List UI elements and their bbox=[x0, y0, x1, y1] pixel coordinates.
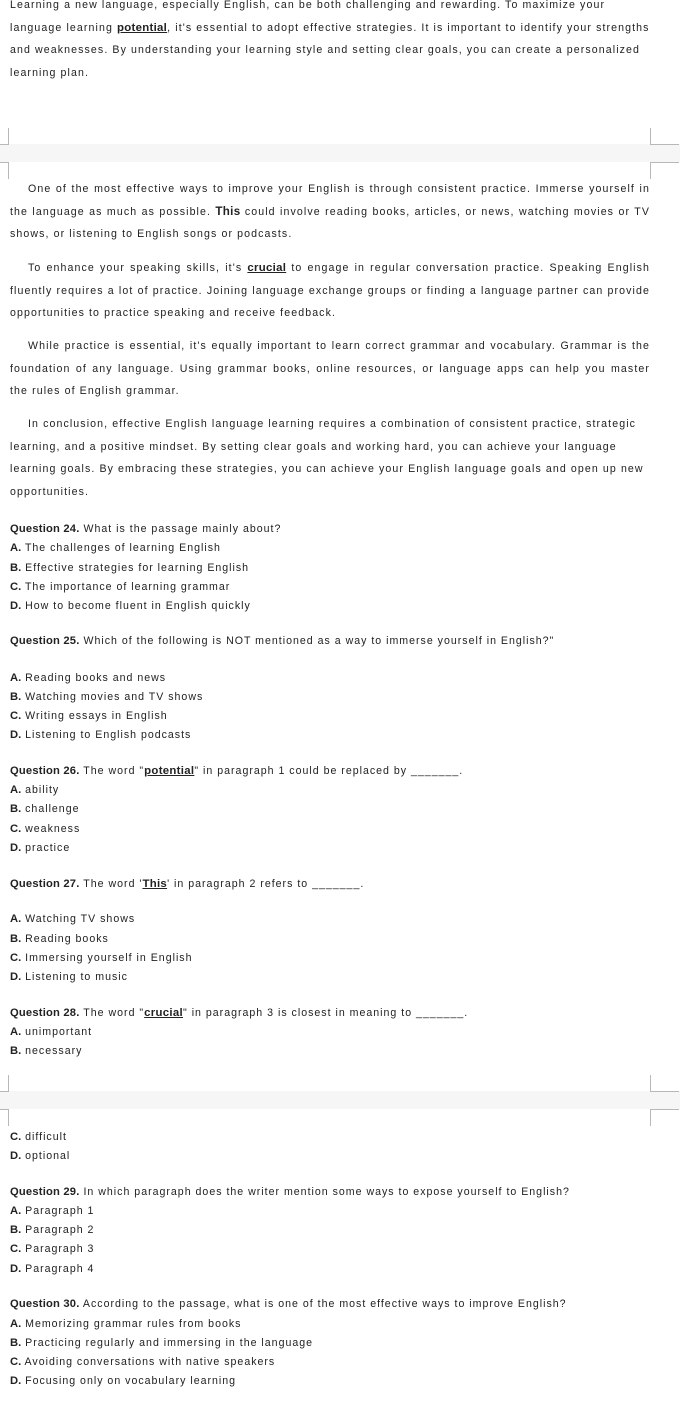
page-corner-mark bbox=[0, 1109, 9, 1126]
option-26b[interactable]: B. challenge bbox=[10, 803, 80, 815]
question-30: Question 30. According to the passage, what is one of the most effective ways to improve English? bbox=[10, 1298, 567, 1310]
keyword-potential: potential bbox=[144, 765, 195, 777]
question-29: Question 29. In which paragraph does the writer mention some ways to expose yourself to English? bbox=[10, 1186, 570, 1198]
page-corner-mark bbox=[650, 1075, 679, 1092]
page-corner-mark bbox=[650, 162, 679, 179]
paragraph-5: In conclusion, effective English language learning requires a combination of consistent practice, strategic learning, and a positive mindset. By setting clear goals and working hard, you can achieve your language learning goals. By embracing these strategies, you can achieve your English language goals and open up new opportunities. bbox=[10, 418, 644, 499]
option-24d[interactable]: D. How to become fluent in English quickly bbox=[10, 600, 251, 612]
page-corner-mark bbox=[0, 128, 9, 145]
keyword-this: This bbox=[142, 878, 168, 890]
option-24c[interactable]: C. The importance of learning grammar bbox=[10, 581, 231, 593]
option-28a[interactable]: A. unimportant bbox=[10, 1026, 93, 1038]
page-corner-mark bbox=[0, 162, 9, 179]
option-26d[interactable]: D. practice bbox=[10, 842, 71, 854]
paragraph-3: To enhance your speaking skills, it's crucial to engage in regular conversation practice. Speaking English fluently requires a lot of practice. Joining language exchange groups or finding a language partner can provide opportunities to practice speaking and receive feedback. bbox=[10, 262, 651, 320]
question-26: Question 26. The word "potential" in paragraph 1 could be replaced by _______. bbox=[10, 765, 464, 777]
option-25a[interactable]: A. Reading books and news bbox=[10, 672, 167, 684]
page-corner-mark bbox=[650, 128, 679, 145]
page-break bbox=[0, 144, 680, 162]
keyword-crucial: crucial bbox=[247, 262, 287, 274]
option-28d[interactable]: D. optional bbox=[10, 1150, 71, 1162]
option-29b[interactable]: B. Paragraph 2 bbox=[10, 1224, 95, 1236]
option-27b[interactable]: B. Reading books bbox=[10, 933, 109, 945]
page-corner-mark bbox=[0, 1075, 9, 1092]
option-26c[interactable]: C. weakness bbox=[10, 823, 81, 835]
option-25b[interactable]: B. Watching movies and TV shows bbox=[10, 691, 204, 703]
paragraph-4: While practice is essential, it's equally important to learn correct grammar and vocabulary. Grammar is the foundation of any language. Using grammar books, online resources, or language apps can help you master the rules of English grammar. bbox=[10, 340, 650, 398]
option-30b[interactable]: B. Practicing regularly and immersing in the language bbox=[10, 1337, 314, 1349]
keyword-this: This bbox=[215, 204, 241, 218]
question-25: Question 25. Which of the following is NOT mentioned as a way to immerse yourself in English?" bbox=[10, 635, 555, 647]
option-27a[interactable]: A. Watching TV shows bbox=[10, 913, 136, 925]
question-27: Question 27. The word 'This' in paragraph 2 refers to _______. bbox=[10, 878, 365, 890]
option-28b[interactable]: B. necessary bbox=[10, 1045, 83, 1057]
option-29d[interactable]: D. Paragraph 4 bbox=[10, 1263, 95, 1275]
keyword-potential: potential bbox=[116, 21, 168, 34]
option-30d[interactable]: D. Focusing only on vocabulary learning bbox=[10, 1375, 237, 1387]
question-24: Question 24. What is the passage mainly about? bbox=[10, 523, 282, 535]
option-29a[interactable]: A. Paragraph 1 bbox=[10, 1205, 95, 1217]
paragraph-2: One of the most effective ways to improve your English is through consistent practice. Immerse yourself in the language as much as possible. This could involve reading books, articles, or news, watching movies or TV shows, or listening to English songs or podcasts. bbox=[10, 183, 650, 241]
page-break bbox=[0, 1091, 680, 1109]
option-24b[interactable]: B. Effective strategies for learning English bbox=[10, 562, 250, 574]
option-24a[interactable]: A. The challenges of learning English bbox=[10, 542, 221, 554]
option-25d[interactable]: D. Listening to English podcasts bbox=[10, 729, 192, 741]
question-28: Question 28. The word "crucial" in paragraph 3 is closest in meaning to _______. bbox=[10, 1007, 469, 1019]
option-27c[interactable]: C. Immersing yourself in English bbox=[10, 952, 193, 964]
option-30c[interactable]: C. Avoiding conversations with native speakers bbox=[10, 1356, 276, 1368]
option-27d[interactable]: D. Listening to music bbox=[10, 971, 128, 983]
paragraph-1: Learning a new language, especially English, can be both challenging and rewarding. To maximize your language learning potential, it's essential to adopt effective strategies. It is important to identify your strengths and weaknesses. By understanding your learning style and setting clear goals, you can create a personalized learning plan. bbox=[10, 0, 650, 80]
option-30a[interactable]: A. Memorizing grammar rules from books bbox=[10, 1318, 242, 1330]
option-29c[interactable]: C. Paragraph 3 bbox=[10, 1243, 95, 1255]
option-26a[interactable]: A. ability bbox=[10, 784, 60, 796]
option-25c[interactable]: C. Writing essays in English bbox=[10, 710, 168, 722]
option-28c[interactable]: C. difficult bbox=[10, 1131, 67, 1143]
page-corner-mark bbox=[650, 1109, 679, 1126]
keyword-crucial: crucial bbox=[144, 1007, 183, 1019]
